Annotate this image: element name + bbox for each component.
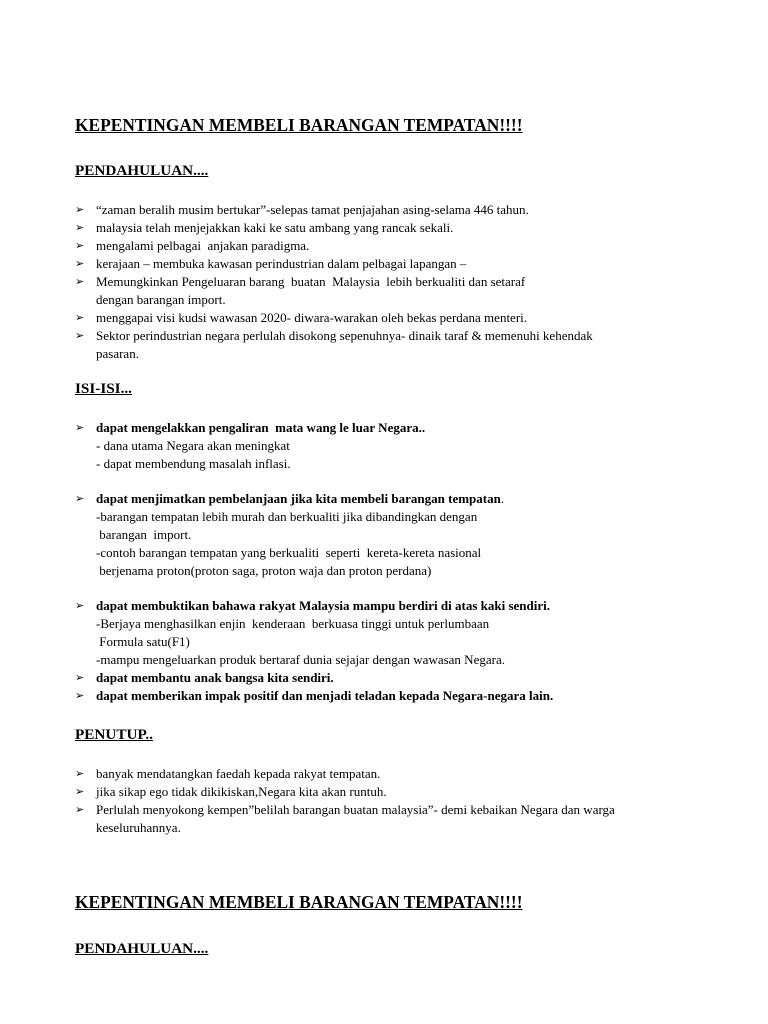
isi-point-detail: - dana utama Negara akan meningkat — [96, 438, 290, 453]
list-item — [75, 801, 735, 837]
bullet-arrow-icon: ➢ — [75, 203, 85, 216]
list-item-text: dengan barangan import. — [96, 292, 226, 307]
bullet-arrow-icon: ➢ — [75, 257, 85, 270]
bullet-arrow-icon: ➢ — [75, 689, 85, 702]
isi-point-detail: -Berjaya menghasilkan enjin kenderaan berkuasa tinggi untuk perlumbaan — [96, 616, 490, 631]
list-item — [75, 765, 735, 783]
isi-point-title: dapat membuktikan bahawa rakyat Malaysia mampu berdiri di atas kaki sendiri. — [96, 598, 550, 613]
isi-point-title: dapat memberikan impak positif dan menjadi teladan kepada Negara-negara lain. — [96, 688, 554, 703]
isi-point-title: dapat membantu anak bangsa kita sendiri. — [96, 670, 334, 685]
list-item — [75, 255, 735, 273]
bullet-arrow-icon: ➢ — [75, 329, 85, 342]
list-item — [75, 273, 735, 309]
isi-point-title: dapat mengelakkan pengaliran mata wang le luar Negara.. — [96, 420, 426, 435]
isi-point-detail: Formula satu(F1) — [96, 634, 190, 649]
isi-point — [75, 419, 735, 473]
bullet-arrow-icon: ➢ — [75, 239, 85, 252]
pendahuluan-list — [75, 201, 735, 363]
spacer — [75, 473, 735, 490]
section-heading-penutup: PENUTUP.. — [75, 726, 153, 743]
spacer — [75, 580, 735, 597]
bullet-arrow-icon: ➢ — [75, 599, 85, 612]
bullet-arrow-icon: ➢ — [75, 421, 85, 434]
document-title: KEPENTINGAN MEMBELI BARANGAN TEMPATAN!!!! — [75, 115, 523, 135]
list-item-text: mengalami pelbagai anjakan paradigma. — [96, 238, 310, 253]
isi-point-detail: - dapat membendung masalah inflasi. — [96, 456, 291, 471]
isi-point — [75, 669, 735, 687]
isi-point-title: dapat menjimatkan pembelanjaan jika kita membeli barangan tempatan — [96, 491, 501, 506]
list-item — [75, 309, 735, 327]
list-item — [75, 219, 735, 237]
list-item — [75, 327, 735, 363]
list-item-text: kerajaan – membuka kawasan perindustrian dalam pelbagai lapangan – — [96, 256, 467, 271]
bullet-arrow-icon: ➢ — [75, 492, 85, 505]
isi-point-detail: barangan import. — [96, 527, 192, 542]
bullet-arrow-icon: ➢ — [75, 221, 85, 234]
bullet-arrow-icon: ➢ — [75, 767, 85, 780]
isi-point-detail: -mampu mengeluarkan produk bertaraf dunia sejajar dengan wawasan Negara. — [96, 652, 505, 667]
isi-point-title-tail: . — [500, 491, 505, 506]
list-item-text: malaysia telah menjejakkan kaki ke satu ambang yang rancak sekali. — [96, 220, 454, 235]
isi-list — [75, 419, 735, 705]
isi-point-detail: berjenama proton(proton saga, proton waja dan proton perdana) — [96, 563, 432, 578]
list-item-text: Sektor perindustrian negara perlulah disokong sepenuhnya- dinaik taraf & memenuhi kehendak — [96, 328, 593, 343]
section-heading-isi: ISI-ISI... — [75, 380, 132, 397]
list-item — [75, 783, 735, 801]
list-item-text: keseluruhannya. — [96, 820, 181, 835]
isi-point — [75, 490, 735, 580]
list-item-text: pasaran. — [96, 346, 139, 361]
list-item-text: banyak mendatangkan faedah kepada rakyat tempatan. — [96, 766, 381, 781]
list-item-text: Perlulah menyokong kempen”belilah barangan buatan malaysia”- demi kebaikan Negara dan warga — [96, 802, 615, 817]
list-item-text: Memungkinkan Pengeluaran barang buatan Malaysia lebih berkualiti dan setaraf — [96, 274, 526, 289]
bullet-arrow-icon: ➢ — [75, 785, 85, 798]
list-item — [75, 201, 735, 219]
isi-point — [75, 687, 735, 705]
section-heading-pendahuluan: PENDAHULUAN.... — [75, 162, 209, 179]
section-heading-pendahuluan-repeat: PENDAHULUAN.... — [75, 940, 209, 957]
isi-point-detail: -barangan tempatan lebih murah dan berkualiti jika dibandingkan dengan — [96, 509, 478, 524]
list-item-text: jika sikap ego tidak dikikiskan,Negara kita akan runtuh. — [96, 784, 387, 799]
document-title-repeat: KEPENTINGAN MEMBELI BARANGAN TEMPATAN!!!! — [75, 892, 523, 912]
penutup-list — [75, 765, 735, 837]
isi-point — [75, 597, 735, 669]
bullet-arrow-icon: ➢ — [75, 275, 85, 288]
list-item-text: “zaman beralih musim bertukar”-selepas tamat penjajahan asing-selama 446 tahun. — [96, 202, 529, 217]
list-item — [75, 237, 735, 255]
bullet-arrow-icon: ➢ — [75, 311, 85, 324]
bullet-arrow-icon: ➢ — [75, 671, 85, 684]
isi-point-detail: -contoh barangan tempatan yang berkualiti seperti kereta-kereta nasional — [96, 545, 482, 560]
bullet-arrow-icon: ➢ — [75, 803, 85, 816]
list-item-text: menggapai visi kudsi wawasan 2020- diwara-warakan oleh bekas perdana menteri. — [96, 310, 528, 325]
